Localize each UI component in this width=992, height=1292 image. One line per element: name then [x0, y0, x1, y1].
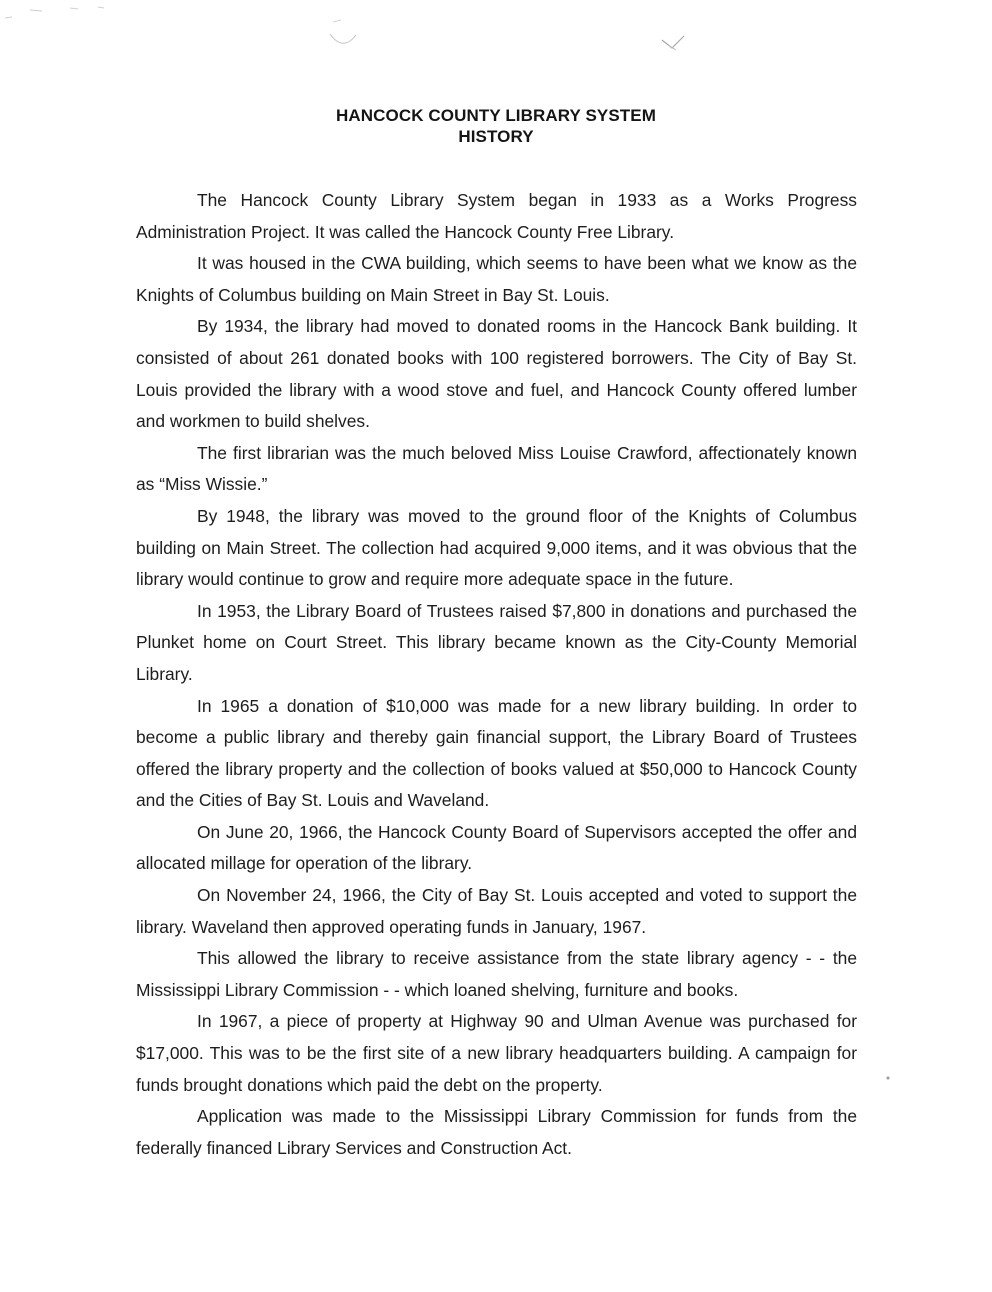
document-subtitle: HISTORY	[458, 127, 534, 146]
paragraph: By 1934, the library had moved to donated rooms in the Hancock Bank building. It consisted of about 261 donated books with 100 registered borrowers. The City of Bay St. Louis provided the library with a wood stove and fuel, and Hancock County offered lumber and workmen to build shelves.	[136, 316, 857, 432]
paragraph: On June 20, 1966, the Hancock County Board of Supervisors accepted the offer and allocated millage for operation of the library.	[136, 821, 857, 874]
document-body	[136, 185, 857, 1164]
paragraph: Application was made to the Mississippi Library Commission for funds from the federally financed Library Services and Construction Act.	[136, 1106, 857, 1158]
paragraph: The first librarian was the much beloved Miss Louise Crawford, affectionately known as “Miss Wissie.”	[136, 442, 857, 495]
paragraph: The Hancock County Library System began in 1933 as a Works Progress Administration Project. It was called the Hancock County Free Library.	[136, 190, 857, 242]
paragraph: In 1965 a donation of $10,000 was made for a new library building. In order to become a public library and thereby gain financial support, the Library Board of Trustees offered the library property and the collection of books valued at $50,000 to Hancock County and the Cities of Bay St. Louis and Waveland.	[136, 695, 857, 811]
paragraph: It was housed in the CWA building, which seems to have been what we know as the Knights of Columbus building on Main Street in Bay St. Louis.	[136, 253, 857, 305]
paragraph: On November 24, 1966, the City of Bay St. Louis accepted and voted to support the library. Waveland then approved operating funds in January, 1967.	[136, 885, 857, 937]
paragraph: In 1967, a piece of property at Highway 90 and Ulman Avenue was purchased for $17,000. This was to be the first site of a new library headquarters building. A campaign for funds brought donations which paid the debt on the property.	[136, 1011, 857, 1095]
scan-artifact-marks	[0, 0, 992, 80]
paragraph: This allowed the library to receive assistance from the state library agency - - the Mississippi Library Commission - - which loaned shelving, furniture and books.	[136, 948, 857, 1000]
scan-speck-mark	[884, 1074, 892, 1082]
document-title: HANCOCK COUNTY LIBRARY SYSTEM	[336, 106, 656, 125]
document-heading	[0, 105, 992, 147]
paragraph: By 1948, the library was moved to the ground floor of the Knights of Columbus building on Main Street. The collection had acquired 9,000 items, and it was obvious that the library would continue to grow and require more adequate space in the future.	[136, 505, 857, 590]
paragraph: In 1953, the Library Board of Trustees raised $7,800 in donations and purchased the Plunket home on Court Street. This library became known as the City-County Memorial Library.	[136, 600, 857, 684]
